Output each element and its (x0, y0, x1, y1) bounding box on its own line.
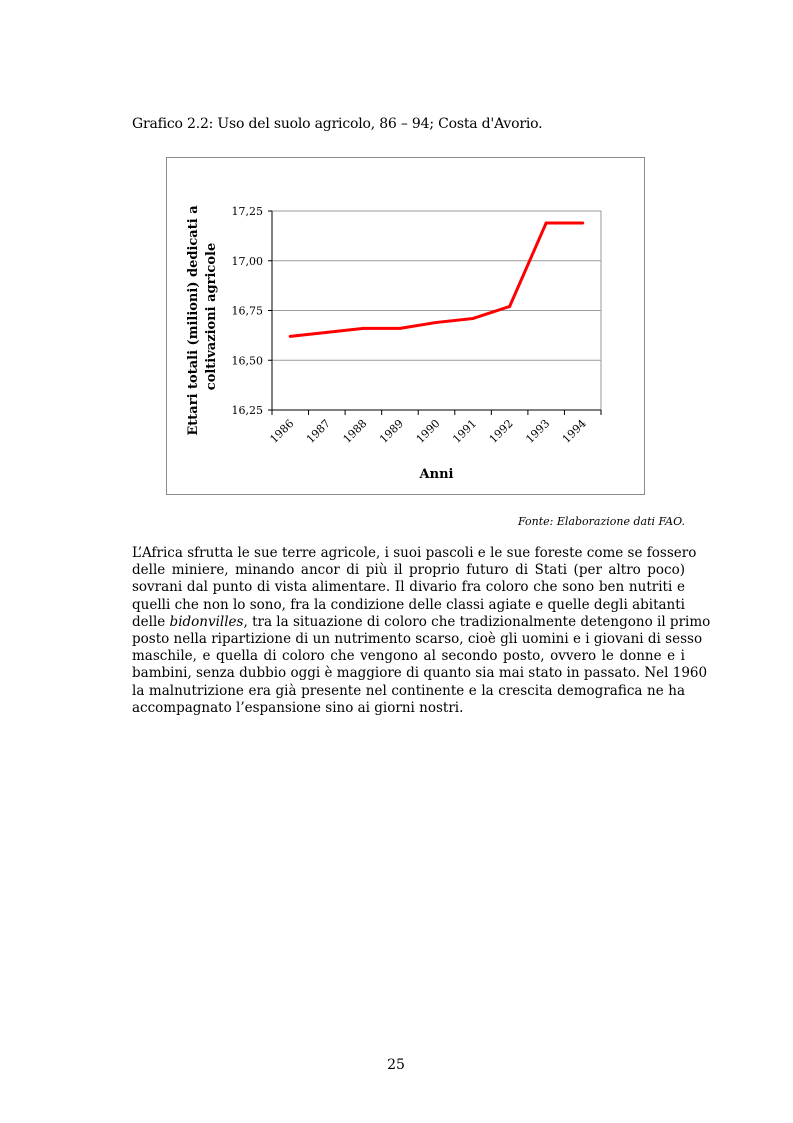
body-paragraph (132, 545, 711, 717)
y-tick-label: 16,50 (231, 354, 263, 368)
x-tick-label: 1990 (413, 416, 443, 446)
data-point (362, 327, 365, 330)
data-point (508, 305, 511, 308)
body-line-rest: tra la situazione di coloro che tradizionalmente detengono il primo (252, 613, 711, 630)
y-axis-title-line2: coltivazioni agricole (204, 242, 219, 391)
y-tick-label: 17,00 (231, 254, 263, 268)
x-tick-label: 1993 (523, 416, 553, 446)
body-line: delle miniere, minando ancor di più il proprio futuro di Stati (per altro poco) (132, 562, 685, 579)
page-number: 25 (387, 1057, 405, 1073)
body-line: posto nella ripartizione di un nutrimento scarso, cioè gli uomini e i giovani di sesso (132, 631, 703, 648)
source-note: Fonte: Elaborazione dati FAO. (517, 515, 685, 528)
data-point (435, 321, 438, 324)
body-line: accompagnato l’espansione sino ai giorni nostri. (132, 699, 464, 716)
body-line: la malnutrizione era già presente nel continente e la crescita demografica ne ha (132, 682, 685, 699)
x-tick-label: 1989 (377, 416, 407, 446)
body-line: maschile, e quella di coloro che vengono al secondo posto, ovvero le donne e i (132, 648, 685, 665)
body-line: bambini, senza dubbio oggi è maggiore di quanto sia mai stato in passato. Nel 1960 (132, 665, 708, 682)
x-tick-label: 1988 (340, 416, 370, 446)
line-chart (167, 158, 646, 496)
y-tick-label: 17,25 (231, 205, 263, 218)
data-point (581, 221, 584, 224)
y-tick-label: 16,75 (231, 304, 263, 318)
y-tick-label: 16,25 (231, 404, 263, 417)
body-line: quelli che non lo sono, fra la condizione delle classi agiate e quelle degli abitanti (132, 596, 685, 613)
y-axis-title-line1: Ettari totali (milioni) dedicati a (186, 205, 201, 436)
data-point (289, 335, 292, 338)
data-point (472, 317, 475, 320)
body-line: sovrani dal punto di vista alimentare. Il divario fra coloro che sono ben nutriti e (132, 579, 685, 596)
x-tick-label: 1987 (303, 416, 333, 446)
body-line: L’Africa sfrutta le sue terre agricole, i suoi pascoli e le sue foreste come se fossero (132, 545, 697, 561)
x-tick-label: 1994 (559, 416, 589, 446)
x-axis-title: Anni (419, 467, 454, 482)
series-line (290, 223, 582, 336)
body-line-prefix: delle (132, 613, 170, 630)
body-line (132, 613, 711, 631)
x-tick-label: 1992 (486, 416, 516, 446)
chart-frame (166, 157, 645, 495)
data-point (545, 221, 548, 224)
x-tick-label: 1986 (267, 416, 297, 446)
body-line-comma: , (243, 613, 253, 630)
data-point (398, 327, 401, 330)
x-tick-label: 1991 (450, 416, 480, 446)
data-point (325, 331, 328, 334)
italic-term: bidonvilles (169, 613, 244, 630)
figure-caption: Grafico 2.2: Uso del suolo agricolo, 86 – 94; Costa d'Avorio. (132, 116, 543, 132)
